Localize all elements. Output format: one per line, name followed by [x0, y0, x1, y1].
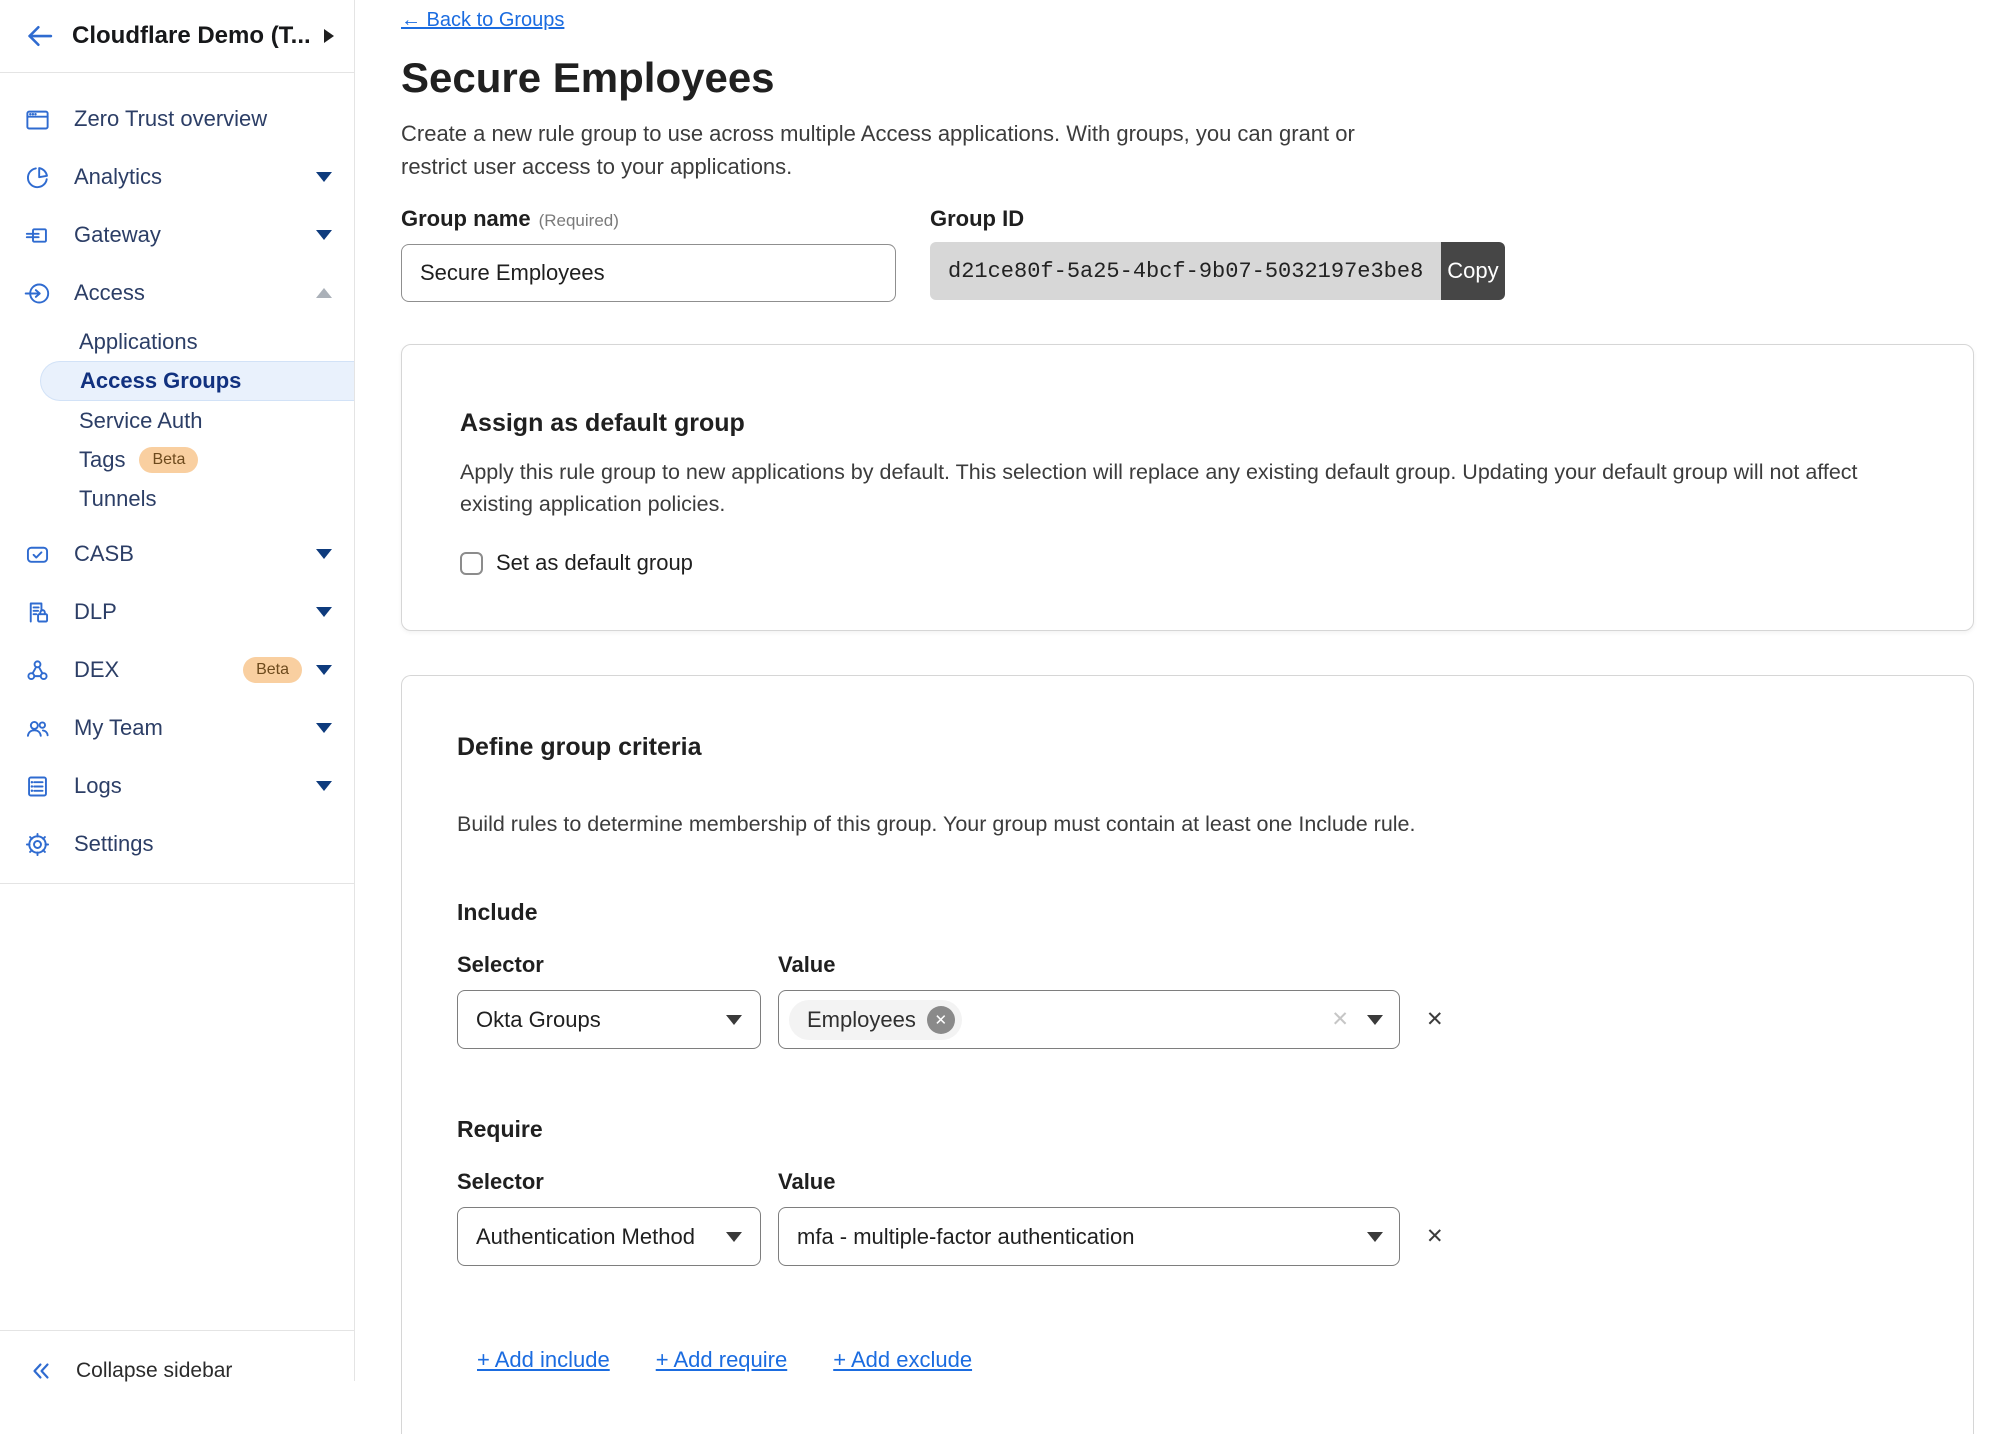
sidebar-item-dlp[interactable]: [0, 583, 354, 641]
remove-include-rule-button[interactable]: ✕: [1426, 1008, 1444, 1031]
page-description: Create a new rule group to use across multiple Access applications. With groups, you can grant or restrict user access to your applications.: [401, 121, 1355, 179]
card-title: Assign as default group: [460, 409, 745, 437]
require-selector-dropdown[interactable]: Authentication Method: [457, 1207, 761, 1266]
sidebar-item-label: Access: [74, 280, 145, 305]
clear-icon[interactable]: ✕: [1331, 1008, 1349, 1031]
add-exclude-link[interactable]: + Add exclude: [833, 1347, 973, 1372]
chevron-down-icon: [316, 230, 332, 240]
sidebar-nav: [0, 73, 354, 884]
chevron-down-icon: [1367, 1015, 1383, 1025]
sidebar-item-label: Analytics: [74, 164, 163, 189]
window-icon: [24, 106, 51, 133]
require-rule-row: [457, 1207, 1918, 1266]
sidebar-divider: [0, 883, 354, 884]
gateway-icon: [24, 222, 51, 249]
selector-label: Selector: [457, 952, 544, 977]
required-hint: (Required): [538, 211, 619, 230]
sidebar-item-label: CASB: [74, 541, 134, 566]
remove-require-rule-button[interactable]: ✕: [1426, 1225, 1444, 1248]
card-body: Apply this rule group to new applications by default. This selection will replace any existing default group. Updating your default group will not affect existing application policies.: [460, 460, 1858, 516]
chip-remove-icon[interactable]: ✕: [927, 1006, 955, 1034]
value-label: Value: [778, 952, 836, 977]
sidebar: [0, 0, 355, 1381]
sidebar-item-label: Logs: [74, 773, 122, 798]
set-default-checkbox-row[interactable]: [460, 550, 1915, 576]
chevron-down-icon: [316, 723, 332, 733]
include-value-dropdown[interactable]: [778, 990, 1400, 1049]
back-to-groups-link[interactable]: ← Back to Groups: [401, 9, 565, 31]
group-name-input[interactable]: [401, 244, 896, 302]
group-name-label: Group name (Required): [401, 206, 619, 231]
beta-badge: Beta: [139, 447, 198, 473]
sidebar-item-applications[interactable]: [0, 322, 354, 361]
copy-button[interactable]: Copy: [1441, 242, 1504, 300]
group-id-label: Group ID: [930, 206, 1025, 231]
people-icon: [24, 715, 51, 742]
main-content: [356, 0, 1999, 1381]
page-title: Secure Employees: [401, 54, 775, 101]
sidebar-item-logs[interactable]: [0, 757, 354, 815]
chevron-down-icon: [316, 172, 332, 182]
sidebar-item-label: Service Auth: [79, 407, 203, 433]
require-value-dropdown[interactable]: mfa - multiple-factor authentication: [778, 1207, 1400, 1266]
access-icon: [24, 280, 51, 307]
sidebar-item-label: Tags: [79, 446, 126, 472]
chevron-down-icon: [316, 665, 332, 675]
sidebar-item-label: Applications: [79, 328, 198, 354]
sidebar-item-label: Tunnels: [79, 485, 157, 511]
collapse-label: Collapse sidebar: [76, 1359, 233, 1382]
require-heading: Require: [457, 1116, 543, 1142]
sidebar-item-analytics[interactable]: [0, 148, 354, 206]
chevron-down-icon: [316, 549, 332, 559]
beta-badge: Beta: [243, 657, 302, 683]
group-id-value: d21ce80f-5a25-4bcf-9b07-5032197e3be8: [930, 242, 1441, 300]
chevron-down-icon: [1367, 1232, 1383, 1242]
sidebar-item-gateway[interactable]: [0, 206, 354, 264]
group-name-field: [401, 205, 930, 302]
add-require-link[interactable]: + Add require: [655, 1347, 788, 1372]
gear-icon: [24, 831, 51, 858]
back-arrow-icon[interactable]: [24, 21, 54, 51]
default-group-card: [401, 344, 1974, 631]
value-label: Value: [778, 1169, 836, 1194]
sidebar-item-tunnels[interactable]: [0, 479, 354, 518]
chevron-down-icon: [726, 1015, 742, 1025]
account-title: Cloudflare Demo (T...: [72, 22, 311, 49]
sidebar-item-service-auth[interactable]: [0, 401, 354, 440]
checkbox[interactable]: [460, 552, 483, 575]
sidebar-item-label: Settings: [74, 831, 154, 856]
document-lock-icon: [24, 599, 51, 626]
checkbox-label: Set as default group: [496, 550, 693, 575]
chevron-down-icon: [726, 1232, 742, 1242]
include-rule-row: [457, 990, 1918, 1049]
chevron-down-icon: [316, 781, 332, 791]
collapse-icon: [28, 1358, 54, 1384]
sidebar-item-zero-trust-overview[interactable]: [0, 90, 354, 148]
sidebar-item-access-groups[interactable]: [40, 361, 354, 401]
sidebar-item-label: My Team: [74, 715, 163, 740]
chevron-up-icon: [316, 288, 332, 298]
include-labels: [457, 952, 1918, 978]
sidebar-item-label: Access Groups: [80, 368, 242, 393]
casb-icon: [24, 541, 51, 568]
card-title: Define group criteria: [457, 733, 702, 761]
add-include-link[interactable]: + Add include: [477, 1347, 610, 1372]
group-id-field: [930, 205, 1499, 302]
sidebar-item-tags[interactable]: [0, 440, 354, 479]
selector-label: Selector: [457, 1169, 544, 1194]
sidebar-item-label: DLP: [74, 599, 117, 624]
employees-chip: Employees ✕: [789, 1000, 962, 1040]
include-selector-dropdown[interactable]: Okta Groups: [457, 990, 761, 1049]
sidebar-item-label: DEX: [74, 657, 120, 682]
include-heading: Include: [457, 899, 538, 925]
card-body: Build rules to determine membership of this group. Your group must contain at least one Include rule.: [457, 812, 1416, 836]
add-rule-links: [477, 1346, 1918, 1374]
pie-chart-icon: [24, 164, 51, 191]
group-form-row: [401, 205, 1999, 302]
criteria-card: [401, 675, 1974, 1434]
chevron-right-icon: [324, 29, 334, 43]
sidebar-item-label: Gateway: [74, 222, 161, 247]
account-switcher[interactable]: [0, 0, 354, 73]
collapse-sidebar-button[interactable]: [0, 1330, 354, 1381]
sidebar-item-settings[interactable]: [0, 815, 354, 873]
require-labels: [457, 1169, 1918, 1195]
network-icon: [24, 657, 51, 684]
logs-icon: [24, 773, 51, 800]
chevron-down-icon: [316, 607, 332, 617]
sidebar-item-label: Zero Trust overview: [74, 106, 268, 131]
sidebar-item-casb[interactable]: [0, 525, 354, 583]
sidebar-item-access[interactable]: [0, 264, 354, 322]
sidebar-item-my-team[interactable]: [0, 699, 354, 757]
sidebar-item-dex[interactable]: [0, 641, 354, 699]
